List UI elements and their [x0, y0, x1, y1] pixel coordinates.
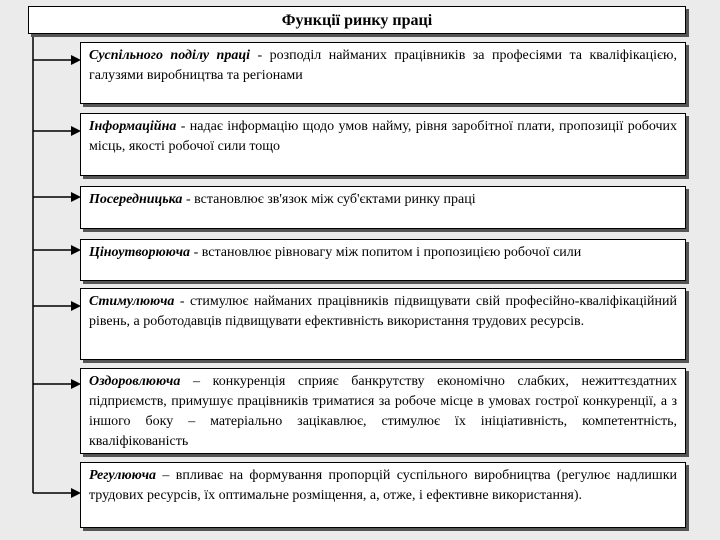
function-description: – впливає на формування пропорцій суспільного виробництва (регулює надлишки трудових ресурсів, їх оптимальне розміщення, а, отже, і ефективне використання). [89, 468, 677, 503]
function-box-stimulating [80, 288, 686, 360]
function-term: Суспільного поділу праці [89, 48, 251, 63]
function-description: - надає інформацію щодо умов найму, рівня заробітної плати, пропозиції робочих місць, якості робочої сили тощо [89, 119, 677, 154]
function-description: - встановлює рівновагу між попитом і пропозицією робочої сили [190, 245, 582, 260]
function-description: – конкуренція сприяє банкрутству економічно слабких, нежиттєздатних підприємств, примушує працівників триматися за робоче місце в умовах гострої конкуренції, а з іншого боку – матеріально зацікавлює, стимулює їх ініціативність, компетентність, кваліфікованість [89, 374, 677, 449]
arrow-group [33, 55, 81, 498]
function-description: - розподіл найманих працівників за професіями та кваліфікацією, галузями виробництва та регіонами [89, 48, 678, 83]
function-description: - стимулює найманих працівників підвищувати свій професійно-кваліфікаційний рівень, а роботодавців підвищувати ефективність використання трудових ресурсів. [89, 294, 677, 329]
function-term: Регулююча [89, 468, 157, 483]
function-box-intermediary [80, 186, 686, 229]
function-term: Посередницька [89, 192, 183, 207]
function-term: Оздоровлююча [89, 374, 181, 389]
function-box-informational [80, 113, 686, 176]
function-box-recovery [80, 368, 686, 454]
function-description: - встановлює зв'язок між суб'єктами ринку праці [182, 192, 476, 207]
function-term: Інформаційна [89, 119, 177, 134]
diagram-title: Функції ринку праці [28, 6, 686, 34]
function-box-pricing [80, 239, 686, 281]
function-term: Стимулююча [89, 294, 175, 309]
function-box-social-division [80, 42, 686, 104]
function-term: Ціноутворююча [89, 245, 191, 260]
function-box-regulating [80, 462, 686, 528]
